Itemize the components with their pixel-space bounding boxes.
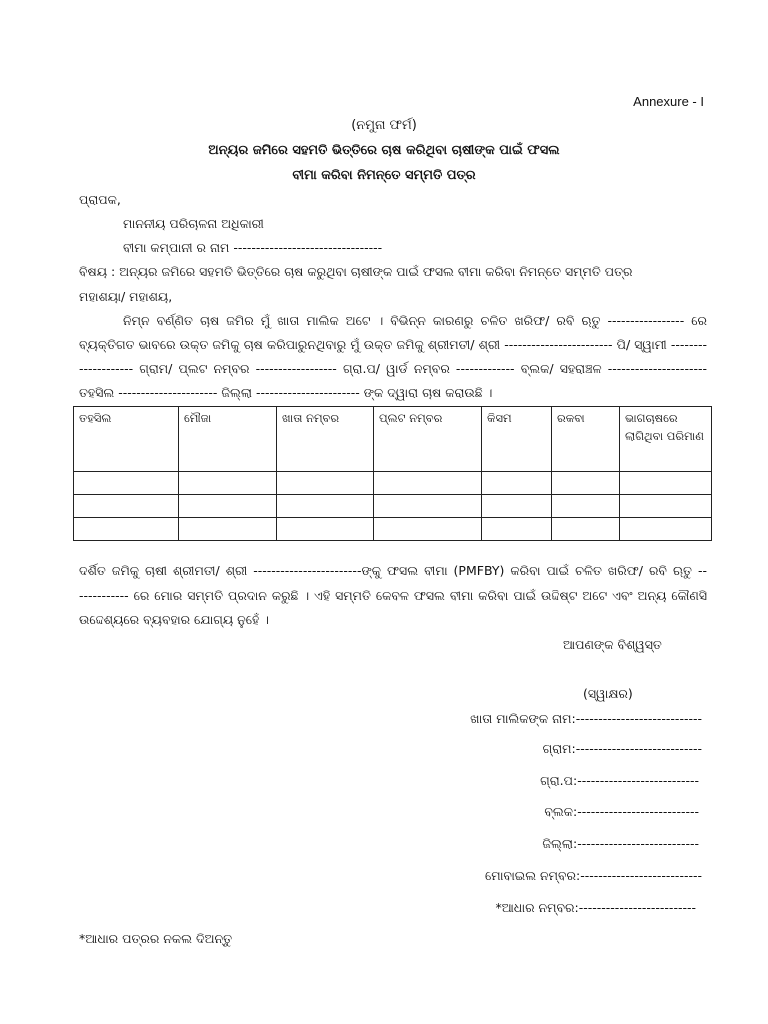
table-cell bbox=[277, 518, 374, 541]
table-cell bbox=[74, 518, 179, 541]
owner-name-field: ଖାତା ମାଲିକଙ୍କ ନାମ:---------------------------- bbox=[470, 711, 702, 726]
footnote: *ଆଧାର ପତ୍ରର ନକଲ ଦିଅନ୍ତୁ bbox=[79, 931, 232, 946]
recipient-officer: ମାନନୀୟ ପରିଚାଳନା ଅଧିକାରୀ bbox=[123, 216, 264, 231]
mobile-number-field: ମୋବାଇଲ ନମ୍ବର:--------------------------- bbox=[484, 868, 702, 883]
table-cell bbox=[552, 472, 620, 495]
table-cell bbox=[74, 472, 179, 495]
signature-label: (ସ୍ୱାକ୍ଷର) bbox=[583, 686, 633, 701]
table-row bbox=[74, 495, 712, 518]
table-cell bbox=[179, 472, 277, 495]
table-cell bbox=[374, 495, 482, 518]
village-field: ଗ୍ରାମ:---------------------------- bbox=[542, 741, 702, 756]
table-cell bbox=[552, 495, 620, 518]
aadhaar-number-field: *ଆଧାର ନମ୍ବର:-------------------------- bbox=[495, 900, 696, 915]
para1-line-1: ନିମ୍ନ ବର୍ଣ୍ଣିତ ଚାଷ ଜମିର ମୁଁ ଖାତା ମାଲିକ ଅଟେ । ବିଭିନ୍ନ କାରଣରୁ ଚଳିତ ଖରିଫ/ ରବି ଋତୁ ----------------- ରେ bbox=[123, 313, 707, 328]
subject-line: ବିଷୟ : ଅନ୍ୟର ଜମିରେ ସହମତି ଭିତ୍ତିରେ ଚାଷ କରୁଥିବା ଚାଷୀଙ୍କ ପାଇଁ ଫସଲ ବୀମା କରିବା ନିମନ୍ତେ ସମ୍ମତି ପତ୍ର bbox=[79, 264, 633, 279]
form-caption: (ନମୁନା ଫର୍ମ) bbox=[351, 118, 417, 133]
para1-line-3: ------------ ଗ୍ରାମ/ ପ୍ଲଟ ନମ୍ବର ------------------ ଗ୍ରା.ପ/ ୱାର୍ଡ ନମ୍ବର ------------- ବ୍ଲକ/ ସହରାଞ୍ଚଳ ---------------------- bbox=[79, 361, 707, 376]
table-cell bbox=[374, 472, 482, 495]
table-row bbox=[74, 472, 712, 495]
header-kisam: କିସମ bbox=[482, 407, 552, 472]
table-header-row bbox=[74, 407, 712, 472]
header-share-area: ଭାଗଚାଷରେ ଲାଗିଥିବା ପରିମାଣ bbox=[620, 407, 712, 472]
para2-line-3: ଉଦ୍ଦେଶ୍ୟରେ ବ୍ୟବହାର ଯୋଗ୍ୟ ନୁହେଁ । bbox=[79, 612, 269, 627]
insurance-company-name-line: ବୀମା କମ୍ପାନୀ ର ନାମ --------------------------------- bbox=[123, 240, 383, 255]
yours-faithfully: ଆପଣଙ୍କ ବିଶ୍ୱସ୍ତ bbox=[563, 637, 662, 652]
table-cell bbox=[482, 472, 552, 495]
para1-line-2: ବ୍ୟକ୍ତିଗତ ଭାବରେ ଉକ୍ତ ଜମିକୁ ଚାଷ କରିପାରୁନଥିବାରୁ ମୁଁ ଉକ୍ତ ଜମିକୁ ଶ୍ରୀମତୀ/ ଶ୍ରୀ ------------------------ ପି/ ସ୍ୱାମୀ -------- bbox=[79, 337, 707, 352]
table-cell bbox=[620, 518, 712, 541]
table-cell bbox=[620, 495, 712, 518]
table-cell bbox=[552, 518, 620, 541]
table-cell bbox=[277, 472, 374, 495]
table-row bbox=[74, 518, 712, 541]
table-cell bbox=[277, 495, 374, 518]
para1-line-4: ତହସିଲ ---------------------- ଜିଲ୍ଲା ----------------------- ଙ୍କ ଦ୍ୱାରା ଚାଷ କରାଉଛି । bbox=[79, 385, 493, 400]
table-cell bbox=[620, 472, 712, 495]
document-title-line-1: ଅନ୍ୟର ଜମିରେ ସହମତି ଭିତ୍ତିରେ ଚାଷ କରିଥିବା ଚାଷୀଙ୍କ ପାଇଁ ଫସଲ bbox=[208, 143, 560, 158]
recipient-label: ପ୍ରାପକ, bbox=[79, 192, 121, 207]
para2-line-1: ଦର୍ଶିତ ଜମିକୁ ଚାଷୀ ଶ୍ରୀମତୀ/ ଶ୍ରୀ ------------------------ଙ୍କୁ ଫସଲ ବୀମା (PMFBY) କରିବା ପାଇଁ ଚଳିତ ଖରିଫ/ ରବି ଋତୁ -- bbox=[79, 563, 707, 578]
document-title-line-2: ବୀମା କରିବା ନିମନ୍ତେ ସମ୍ମତି ପତ୍ର bbox=[292, 168, 476, 183]
header-rakaba: ରକବା bbox=[552, 407, 620, 472]
district-field: ଜିଲ୍ଲା:--------------------------- bbox=[542, 836, 699, 851]
table-cell bbox=[179, 495, 277, 518]
header-tahasil: ତହସିଲ bbox=[74, 407, 179, 472]
table-cell bbox=[482, 495, 552, 518]
salutation: ମହାଶୟା/ ମହାଶୟ, bbox=[79, 289, 173, 304]
land-details-table bbox=[73, 406, 712, 541]
table-cell bbox=[482, 518, 552, 541]
annexure-label: Annexure - I bbox=[633, 94, 704, 109]
gram-panchayat-field: ଗ୍ରା.ପ:--------------------------- bbox=[540, 773, 699, 788]
header-khata-number: ଖାତା ନମ୍ବର bbox=[277, 407, 374, 472]
table-cell bbox=[179, 518, 277, 541]
header-plot-number: ପ୍ଲଟ ନମ୍ବର bbox=[374, 407, 482, 472]
block-field: ବ୍ଲକ:--------------------------- bbox=[544, 804, 699, 819]
header-mouza: ମୌଜା bbox=[179, 407, 277, 472]
table-cell bbox=[374, 518, 482, 541]
para2-line-2: ----------- ରେ ମୋର ସମ୍ମତି ପ୍ରଦାନ କରୁଛି । ଏହି ସମ୍ମତି କେବଳ ଫସଲ ବୀମା କରିବା ପାଇଁ ଉଦ୍ଦିଷ୍ଟ ଅଟେ ଏବଂ ଅନ୍ୟ କୌଣସି bbox=[79, 588, 707, 603]
table-cell bbox=[74, 495, 179, 518]
